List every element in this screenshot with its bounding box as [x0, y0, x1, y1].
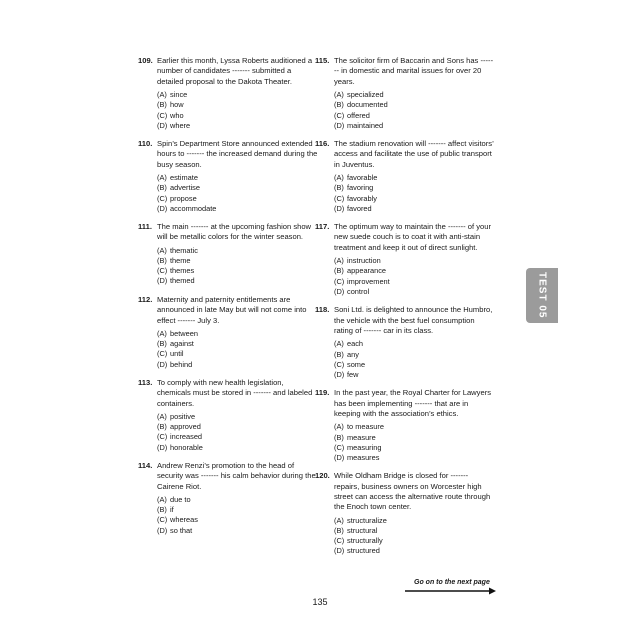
answer-options: [315, 516, 495, 557]
answer-options: [138, 90, 318, 131]
answer-option: [334, 546, 495, 556]
option-text: so that: [170, 525, 193, 535]
option-text: honorable: [170, 442, 203, 452]
answer-option: [334, 111, 495, 121]
option-text: behind: [170, 359, 193, 369]
page-number: 135: [312, 597, 328, 607]
answer-option: [334, 287, 495, 297]
question-item: [315, 222, 495, 297]
option-text: accommodate: [170, 203, 217, 213]
question-item: [315, 305, 495, 380]
question-text: Earlier this month, Lyssa Roberts auditioned a number of candidates ------- submitted a detailed proposal to the Dakota Theater.: [157, 56, 313, 86]
option-letter: (D): [157, 525, 168, 535]
option-letter: (C): [334, 110, 345, 120]
answer-option: [334, 194, 495, 204]
option-text: whereas: [170, 515, 198, 525]
question-item: [315, 388, 495, 463]
answer-option: [334, 266, 495, 276]
option-text: measure: [347, 432, 376, 442]
option-letter: (B): [334, 266, 344, 276]
option-text: documented: [347, 100, 388, 110]
answer-option: [334, 339, 495, 349]
answer-option: [157, 276, 318, 286]
option-letter: (D): [334, 120, 345, 130]
option-letter: (D): [334, 452, 345, 462]
arrow-right-icon: [405, 586, 497, 596]
answer-option: [334, 422, 495, 432]
option-letter: (A): [157, 494, 167, 504]
question-stem: [315, 222, 495, 253]
question-stem: [138, 56, 318, 87]
question-item: [138, 461, 318, 536]
option-letter: (B): [157, 505, 167, 515]
answer-option: [157, 412, 318, 422]
option-text: themes: [170, 266, 195, 276]
answer-option: [334, 90, 495, 100]
option-text: appearance: [347, 266, 387, 276]
answer-option: [334, 370, 495, 380]
option-letter: (B): [157, 422, 167, 432]
next-page-note: Go on to the next page: [414, 579, 490, 586]
option-letter: (C): [157, 110, 168, 120]
question-stem: [138, 295, 318, 326]
option-text: where: [170, 120, 191, 130]
answer-option: [334, 516, 495, 526]
option-letter: (B): [334, 432, 344, 442]
right-question-column: [315, 56, 495, 565]
option-letter: (C): [334, 193, 345, 203]
answer-options: [138, 173, 318, 214]
answer-option: [157, 266, 318, 276]
option-letter: (C): [157, 349, 168, 359]
answer-option: [157, 505, 318, 515]
answer-option: [157, 339, 318, 349]
question-number: 109.: [138, 56, 153, 65]
answer-option: [334, 173, 495, 183]
question-text: The solicitor firm of Baccarin and Sons has ------- in domestic and marital issues for over 20 years.: [334, 56, 494, 86]
answer-option: [157, 515, 318, 525]
question-stem: [315, 305, 495, 336]
option-text: how: [170, 100, 184, 110]
option-text: advertise: [170, 183, 200, 193]
answer-options: [315, 422, 495, 463]
answer-option: [334, 526, 495, 536]
option-letter: (C): [334, 536, 345, 546]
option-letter: (D): [157, 276, 168, 286]
option-text: favorable: [347, 173, 378, 183]
option-text: control: [347, 286, 370, 296]
option-letter: (A): [334, 256, 344, 266]
option-text: instruction: [347, 256, 381, 266]
option-text: propose: [170, 193, 197, 203]
answer-option: [334, 360, 495, 370]
option-letter: (B): [334, 183, 344, 193]
option-text: structural: [347, 525, 378, 535]
option-letter: (A): [157, 411, 167, 421]
option-text: thematic: [170, 245, 198, 255]
question-item: [138, 56, 318, 131]
answer-options: [138, 412, 318, 453]
option-letter: (A): [157, 245, 167, 255]
answer-option: [157, 443, 318, 453]
option-text: specialized: [347, 90, 384, 100]
left-question-column: [138, 56, 318, 544]
option-text: offered: [347, 110, 370, 120]
question-text: Soni Ltd. is delighted to announce the Humbro, the vehicle with the best fuel consumption rating of ------- car in its class.: [334, 305, 493, 335]
option-text: structured: [347, 546, 380, 556]
answer-option: [334, 536, 495, 546]
answer-options: [315, 90, 495, 131]
option-text: approved: [170, 422, 201, 432]
answer-option: [157, 256, 318, 266]
answer-option: [334, 183, 495, 193]
option-text: measures: [347, 452, 380, 462]
question-item: [138, 295, 318, 370]
option-text: estimate: [170, 173, 198, 183]
question-number: 112.: [138, 294, 153, 304]
option-letter: (C): [334, 276, 345, 286]
question-item: [138, 139, 318, 214]
question-text: Maternity and paternity entitlements are announced in late May but will not come into effect ------- July 3.: [157, 294, 307, 325]
answer-option: [334, 443, 495, 453]
answer-option: [157, 246, 318, 256]
option-letter: (B): [334, 100, 344, 110]
answer-option: [157, 100, 318, 110]
answer-option: [157, 204, 318, 214]
question-number: 111.: [138, 222, 152, 232]
option-letter: (D): [334, 286, 345, 296]
question-stem: [315, 471, 495, 513]
answer-option: [334, 121, 495, 131]
option-text: between: [170, 328, 198, 338]
option-letter: (A): [157, 173, 167, 183]
option-letter: (B): [334, 525, 344, 535]
option-letter: (A): [334, 173, 344, 183]
answer-option: [334, 204, 495, 214]
option-letter: (D): [157, 203, 168, 213]
answer-option: [334, 433, 495, 443]
answer-option: [157, 360, 318, 370]
option-text: favoring: [347, 183, 374, 193]
question-item: [315, 139, 495, 214]
answer-options: [138, 495, 318, 536]
answer-options: [138, 329, 318, 370]
question-item: [315, 471, 495, 556]
option-text: structuralize: [347, 515, 387, 525]
option-letter: (D): [334, 369, 345, 379]
question-stem: [138, 222, 318, 243]
answer-option: [157, 173, 318, 183]
question-text: The stadium renovation will ------- affect visitors’ access and facilitate the use of public transport in Juventus.: [334, 139, 494, 169]
question-stem: [138, 461, 318, 492]
answer-option: [157, 329, 318, 339]
question-number: 119.: [315, 388, 330, 398]
option-letter: (B): [157, 339, 167, 349]
option-letter: (B): [157, 183, 167, 193]
question-number: 115.: [315, 56, 330, 65]
option-text: some: [347, 359, 366, 369]
answer-option: [157, 432, 318, 442]
answer-option: [157, 121, 318, 131]
option-letter: (A): [334, 90, 344, 100]
question-number: 113.: [138, 377, 153, 387]
answer-options: [315, 173, 495, 214]
option-text: each: [347, 339, 364, 349]
answer-option: [334, 350, 495, 360]
option-letter: (C): [157, 432, 168, 442]
option-letter: (A): [334, 422, 344, 432]
option-letter: (D): [157, 442, 168, 452]
option-text: maintained: [347, 120, 384, 130]
option-letter: (C): [157, 515, 168, 525]
option-text: favored: [347, 203, 372, 213]
option-text: if: [170, 505, 174, 515]
question-text: The main ------- at the upcoming fashion show will be metallic colors for the winter season.: [157, 222, 312, 242]
option-letter: (B): [334, 349, 344, 359]
option-text: improvement: [347, 276, 390, 286]
answer-option: [334, 453, 495, 463]
answer-option: [334, 277, 495, 287]
option-text: since: [170, 90, 188, 100]
option-letter: (A): [334, 515, 344, 525]
question-stem: [315, 56, 495, 87]
option-letter: (B): [157, 100, 167, 110]
option-text: positive: [170, 411, 196, 421]
answer-option: [157, 349, 318, 359]
option-letter: (C): [157, 193, 168, 203]
test-section-label: TEST 05: [536, 272, 548, 319]
option-letter: (C): [334, 442, 345, 452]
answer-option: [157, 526, 318, 536]
option-text: few: [347, 369, 359, 379]
option-text: due to: [170, 494, 191, 504]
question-stem: [315, 388, 495, 419]
option-text: against: [170, 339, 194, 349]
question-item: [315, 56, 495, 131]
answer-option: [157, 194, 318, 204]
option-letter: (A): [157, 328, 167, 338]
question-item: [138, 378, 318, 453]
question-number: 114.: [138, 460, 153, 470]
answer-options: [315, 339, 495, 380]
answer-option: [334, 256, 495, 266]
option-text: theme: [170, 256, 191, 266]
option-letter: (C): [334, 359, 345, 369]
question-text: In the past year, the Royal Charter for Lawyers has been implementing ------- that are in keeping with the association’s ethics.: [334, 388, 492, 418]
question-text: While Oldham Bridge is closed for ------- repairs, business owners on Worcester high street can access the alternative route through the Enoch town center.: [334, 471, 491, 512]
question-text: The optimum way to maintain the ------- of your new suede couch is to coat it with anti-stain treatment and keep it out of direct sunlight.: [334, 222, 491, 252]
answer-option: [157, 422, 318, 432]
answer-option: [334, 100, 495, 110]
question-text: Andrew Renzi’s promotion to the head of security was ------- his calm behavior during the Cairene Riot.: [157, 460, 316, 491]
option-text: any: [347, 349, 359, 359]
question-number: 120.: [315, 471, 330, 481]
question-number: 110.: [138, 139, 153, 149]
option-text: themed: [170, 276, 195, 286]
option-letter: (B): [157, 256, 167, 266]
option-text: increased: [170, 432, 203, 442]
option-letter: (D): [157, 359, 168, 369]
question-text: To comply with new health legislation, chemicals must be stored in ------- and labeled containers.: [157, 377, 313, 408]
option-text: until: [170, 349, 184, 359]
option-text: to measure: [347, 422, 384, 432]
option-text: who: [170, 110, 184, 120]
answer-option: [157, 90, 318, 100]
question-item: [138, 222, 318, 287]
option-letter: (D): [334, 546, 345, 556]
question-number: 118.: [315, 305, 330, 315]
option-letter: (A): [157, 90, 167, 100]
question-stem: [138, 378, 318, 409]
answer-option: [157, 183, 318, 193]
option-letter: (D): [334, 203, 345, 213]
question-number: 117.: [315, 222, 330, 232]
answer-options: [138, 246, 318, 287]
option-text: favorably: [347, 193, 377, 203]
answer-option: [157, 111, 318, 121]
question-text: Spin’s Department Store announced extended hours to ------- the increased demand during the busy season.: [157, 139, 318, 169]
question-stem: [138, 139, 318, 170]
option-text: measuring: [347, 442, 382, 452]
option-letter: (A): [334, 339, 344, 349]
question-stem: [315, 139, 495, 170]
option-text: structurally: [347, 536, 383, 546]
option-letter: (C): [157, 266, 168, 276]
answer-options: [315, 256, 495, 297]
question-number: 116.: [315, 139, 330, 149]
test-section-tab: [526, 268, 558, 323]
option-letter: (D): [157, 120, 168, 130]
answer-option: [157, 495, 318, 505]
